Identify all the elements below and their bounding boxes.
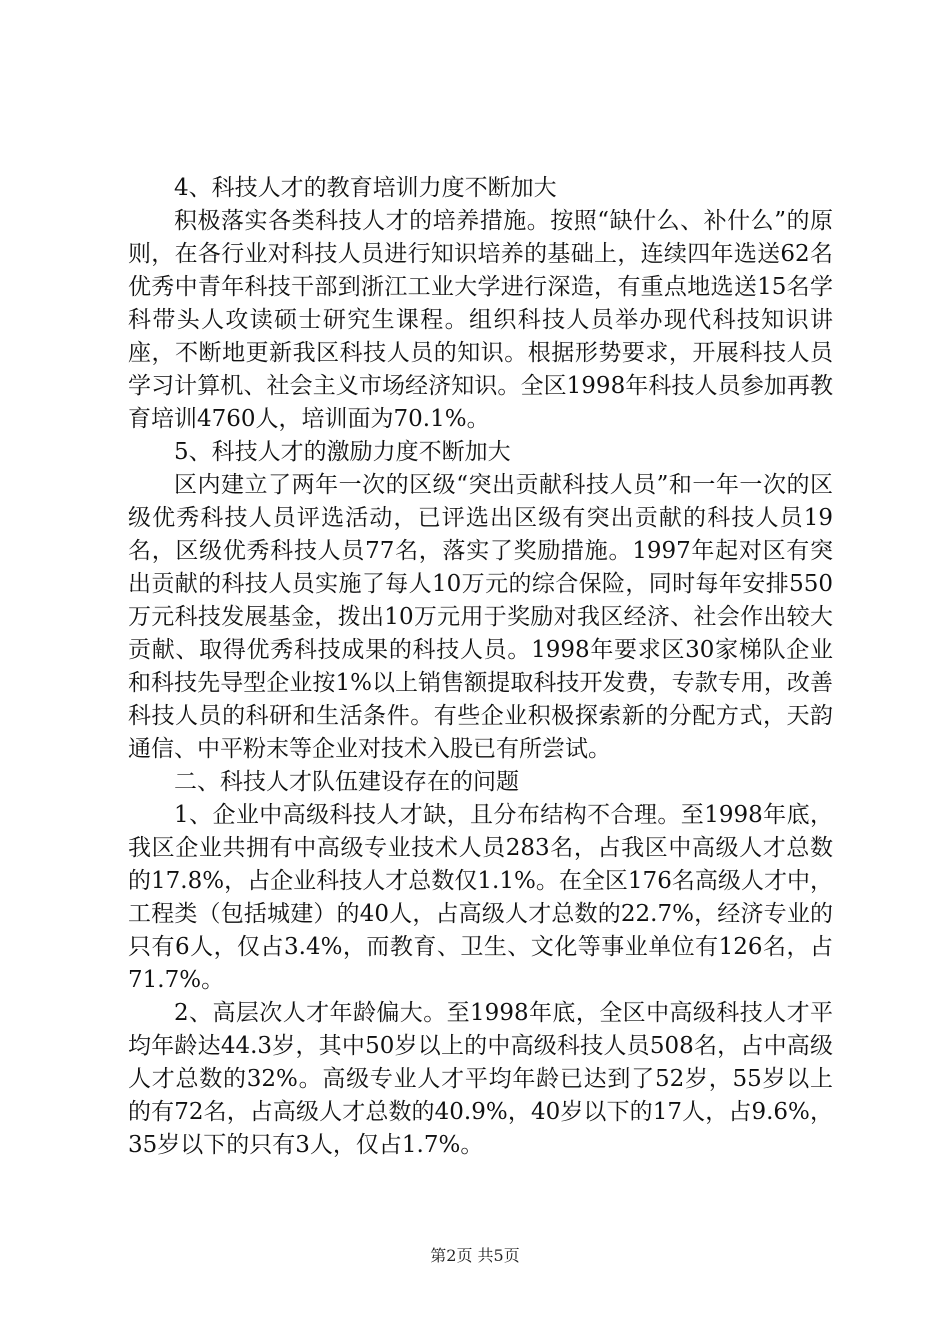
section-heading: 二、科技人才队伍建设存在的问题 (174, 769, 519, 795)
page-number-footer: 第2页 共5页 (430, 1246, 520, 1265)
body-paragraph: 1、企业中高级科技人才缺，且分布结构不合理。至1998年底，我区企业共拥有中高级专业技术人员283名，占我区中高级人才总数的17.8%，占企业科技人才总数仅1.1%。在全区176名高级人才中，工程类（包括城建）的40人，占高级人才总数的22.7%，经济专业的只有6人，仅占3.4%，而教育、卫生、文化等事业单位有126名，占71.7%。 (128, 802, 833, 993)
body-paragraph: 积极落实各类科技人才的培养措施。按照“缺什么、补什么”的原则，在各行业对科技人员进行知识培养的基础上，连续四年选送62名优秀中青年科技干部到浙江工业大学进行深造，有重点地选送15名学科带头人攻读硕士研究生课程。组织科技人员举办现代科技知识讲座，不断地更新我区科技人员的知识。根据形势要求，开展科技人员学习计算机、社会主义市场经济知识。全区1998年科技人员参加再教育培训4760人，培训面为70.1%。 (128, 208, 833, 432)
document-body (128, 172, 833, 1162)
section-heading: 5、科技人才的激励力度不断加大 (174, 439, 511, 465)
body-paragraph: 区内建立了两年一次的区级“突出贡献科技人员”和一年一次的区级优秀科技人员评选活动，已评选出区级有突出贡献的科技人员19名，区级优秀科技人员77名，落实了奖励措施。1997年起对区有突出贡献的科技人员实施了每人10万元的综合保险，同时每年安排550万元科技发展基金，拨出10万元用于奖励对我区经济、社会作出较大贡献、取得优秀科技成果的科技人员。1998年要求区30家梯队企业和科技先导型企业按1%以上销售额提取科技开发费，专款专用，改善科技人员的科研和生活条件。有些企业积极探索新的分配方式，天韵通信、中平粉末等企业对技术入股已有所尝试。 (128, 472, 833, 762)
section-heading: 4、科技人才的教育培训力度不断加大 (174, 175, 557, 201)
body-paragraph: 2、高层次人才年龄偏大。至1998年底，全区中高级科技人才平均年龄达44.3岁，其中50岁以上的中高级科技人员508名，占中高级人才总数的32%。高级专业人才平均年龄已达到了52岁，55岁以上的有72名，占高级人才总数的40.9%，40岁以下的17人，占9.6%，35岁以下的只有3人，仅占1.7%。 (128, 1000, 833, 1158)
